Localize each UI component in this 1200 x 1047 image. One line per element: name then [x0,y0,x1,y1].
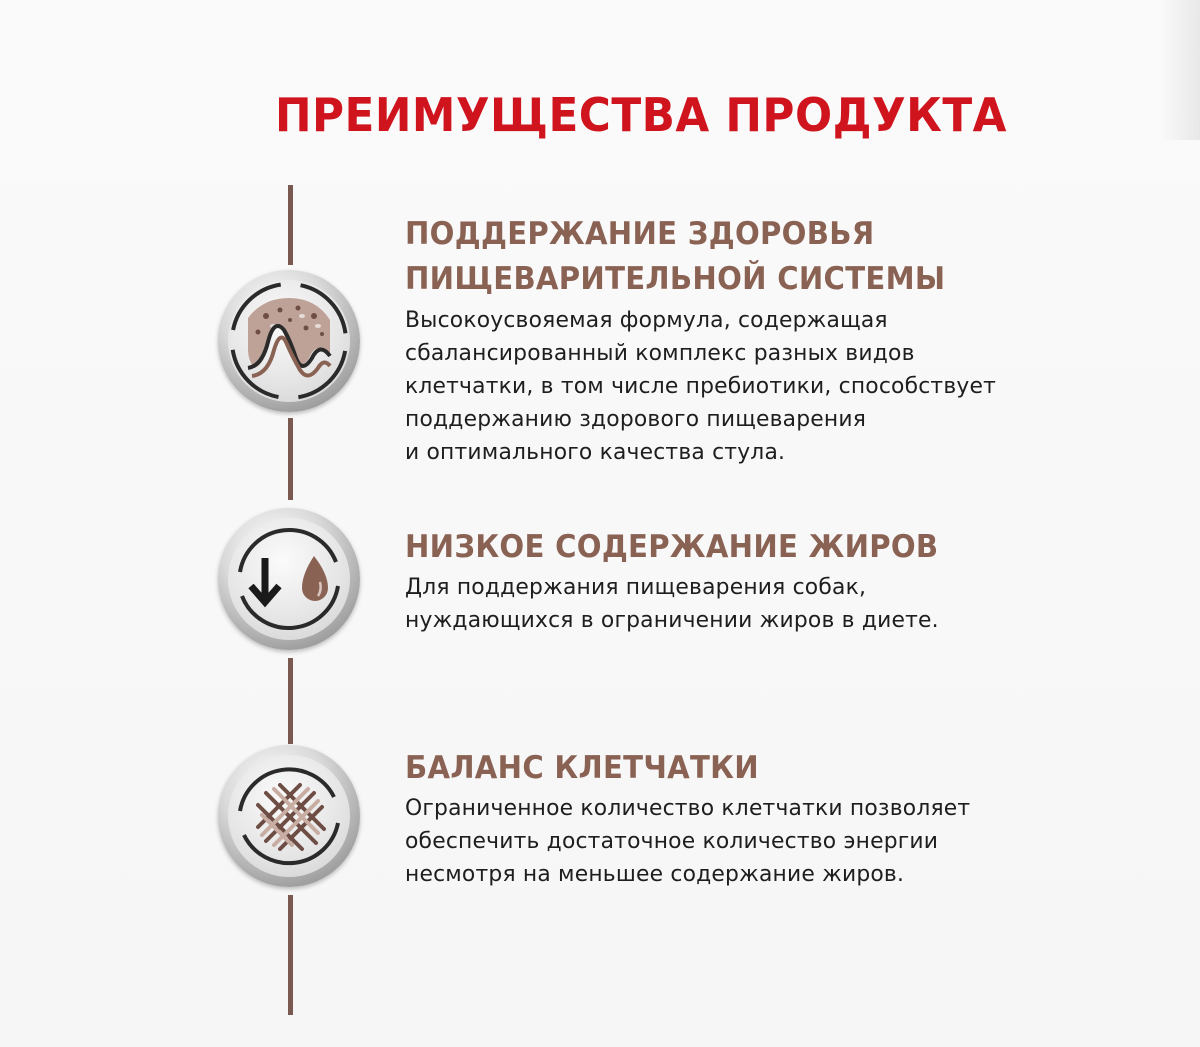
heading-line: ПОДДЕРЖАНИЕ ЗДОРОВЬЯ [405,216,875,252]
low-fat-badge [218,508,360,650]
benefit-description [405,571,1125,637]
benefit-description [405,304,1125,469]
description-line: нуждающихся в ограничении жиров в диете. [405,607,939,633]
heading-line: ПИЩЕВАРИТЕЛЬНОЙ СИСТЕМЫ [405,261,946,297]
timeline-segment [288,185,293,265]
description-line: поддержанию здорового пищеварения [405,406,867,432]
benefit-description [405,792,1125,891]
benefit-fiber [405,746,1125,891]
timeline-segment [288,418,293,500]
page-title: ПРЕИМУЩЕСТВА ПРОДУКТА [275,88,1007,142]
benefit-heading [405,746,1082,791]
benefit-heading [405,525,1082,570]
benefit-low-fat [405,525,1125,637]
fiber-mesh-icon [218,745,360,887]
timeline-segment [288,658,293,744]
benefit-heading [405,212,1082,302]
fiber-badge [218,745,360,887]
digestive-badge [218,270,360,412]
description-line: обеспечить достаточное количество энергии [405,828,939,854]
digestive-wave-icon [218,270,360,412]
benefit-digestive [405,212,1125,469]
description-line: Ограниченное количество клетчатки позволяет [405,795,971,821]
description-line: Высокоусвояемая формула, содержащая [405,307,888,333]
heading-line: НИЗКОЕ СОДЕРЖАНИЕ ЖИРОВ [405,529,939,565]
low-fat-drop-icon [218,508,360,650]
heading-line: БАЛАНС КЛЕТЧАТКИ [405,750,759,786]
description-line: сбалансированный комплекс разных видов [405,340,915,366]
description-line: и оптимального качества стула. [405,439,786,465]
description-line: Для поддержания пищеварения собак, [405,574,867,600]
description-line: клетчатки, в том числе пребиотики, способствует [405,373,997,399]
timeline-segment [288,895,293,1015]
corner-shadow [1160,0,1200,140]
description-line: несмотря на меньшее содержание жиров. [405,861,905,887]
